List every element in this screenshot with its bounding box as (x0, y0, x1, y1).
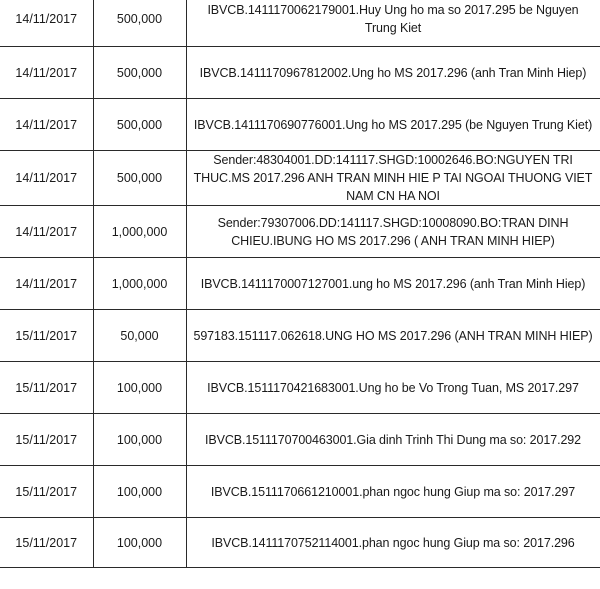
amount-cell: 100,000 (93, 414, 186, 466)
amount-cell: 500,000 (93, 0, 186, 47)
description-cell: Sender:79307006.DD:141117.SHGD:10008090.BO:TRAN DINH CHIEU.IBUNG HO MS 2017.296 ( ANH TRAN MINH HIEP) (186, 206, 600, 258)
amount-cell: 500,000 (93, 151, 186, 206)
table-row (0, 151, 600, 206)
date-cell: 14/11/2017 (0, 258, 93, 310)
date-cell: 14/11/2017 (0, 206, 93, 258)
description-cell: IBVCB.1511170661210001.phan ngoc hung Giup ma so: 2017.297 (186, 466, 600, 518)
date-cell: 15/11/2017 (0, 414, 93, 466)
amount-cell: 500,000 (93, 47, 186, 99)
date-cell: 14/11/2017 (0, 47, 93, 99)
amount-cell: 100,000 (93, 518, 186, 568)
description-cell: Sender:48304001.DD:141117.SHGD:10002646.BO:NGUYEN TRI THUC.MS 2017.296 ANH TRAN MINH HIE P TAI NGOAI THUONG VIET NAM CN HA NOI (186, 151, 600, 206)
date-cell: 15/11/2017 (0, 310, 93, 362)
table-row (0, 258, 600, 310)
amount-cell: 1,000,000 (93, 206, 186, 258)
date-cell: 14/11/2017 (0, 0, 93, 47)
description-cell: IBVCB.1411170062179001.Huy Ung ho ma so 2017.295 be Nguyen Trung Kiet (186, 0, 600, 47)
table-row (0, 0, 600, 47)
description-cell: IBVCB.1511170700463001.Gia dinh Trinh Thi Dung ma so: 2017.292 (186, 414, 600, 466)
table-row (0, 310, 600, 362)
table-row (0, 362, 600, 414)
description-cell: IBVCB.1411170690776001.Ung ho MS 2017.295 (be Nguyen Trung Kiet) (186, 99, 600, 151)
table-row (0, 206, 600, 258)
description-cell: IBVCB.1411170752114001.phan ngoc hung Giup ma so: 2017.296 (186, 518, 600, 568)
date-cell: 14/11/2017 (0, 99, 93, 151)
date-cell: 15/11/2017 (0, 362, 93, 414)
date-cell: 15/11/2017 (0, 466, 93, 518)
description-cell: IBVCB.1411170967812002.Ung ho MS 2017.296 (anh Tran Minh Hiep) (186, 47, 600, 99)
table-row (0, 518, 600, 568)
table-row (0, 47, 600, 99)
description-cell: IBVCB.1511170421683001.Ung ho be Vo Trong Tuan, MS 2017.297 (186, 362, 600, 414)
table-row (0, 99, 600, 151)
table-row (0, 414, 600, 466)
description-cell: IBVCB.1411170007127001.ung ho MS 2017.296 (anh Tran Minh Hiep) (186, 258, 600, 310)
amount-cell: 100,000 (93, 362, 186, 414)
date-cell: 15/11/2017 (0, 518, 93, 568)
description-cell: 597183.151117.062618.UNG HO MS 2017.296 (ANH TRAN MINH HIEP) (186, 310, 600, 362)
date-cell: 14/11/2017 (0, 151, 93, 206)
amount-cell: 500,000 (93, 99, 186, 151)
table-row (0, 466, 600, 518)
amount-cell: 1,000,000 (93, 258, 186, 310)
amount-cell: 50,000 (93, 310, 186, 362)
amount-cell: 100,000 (93, 466, 186, 518)
